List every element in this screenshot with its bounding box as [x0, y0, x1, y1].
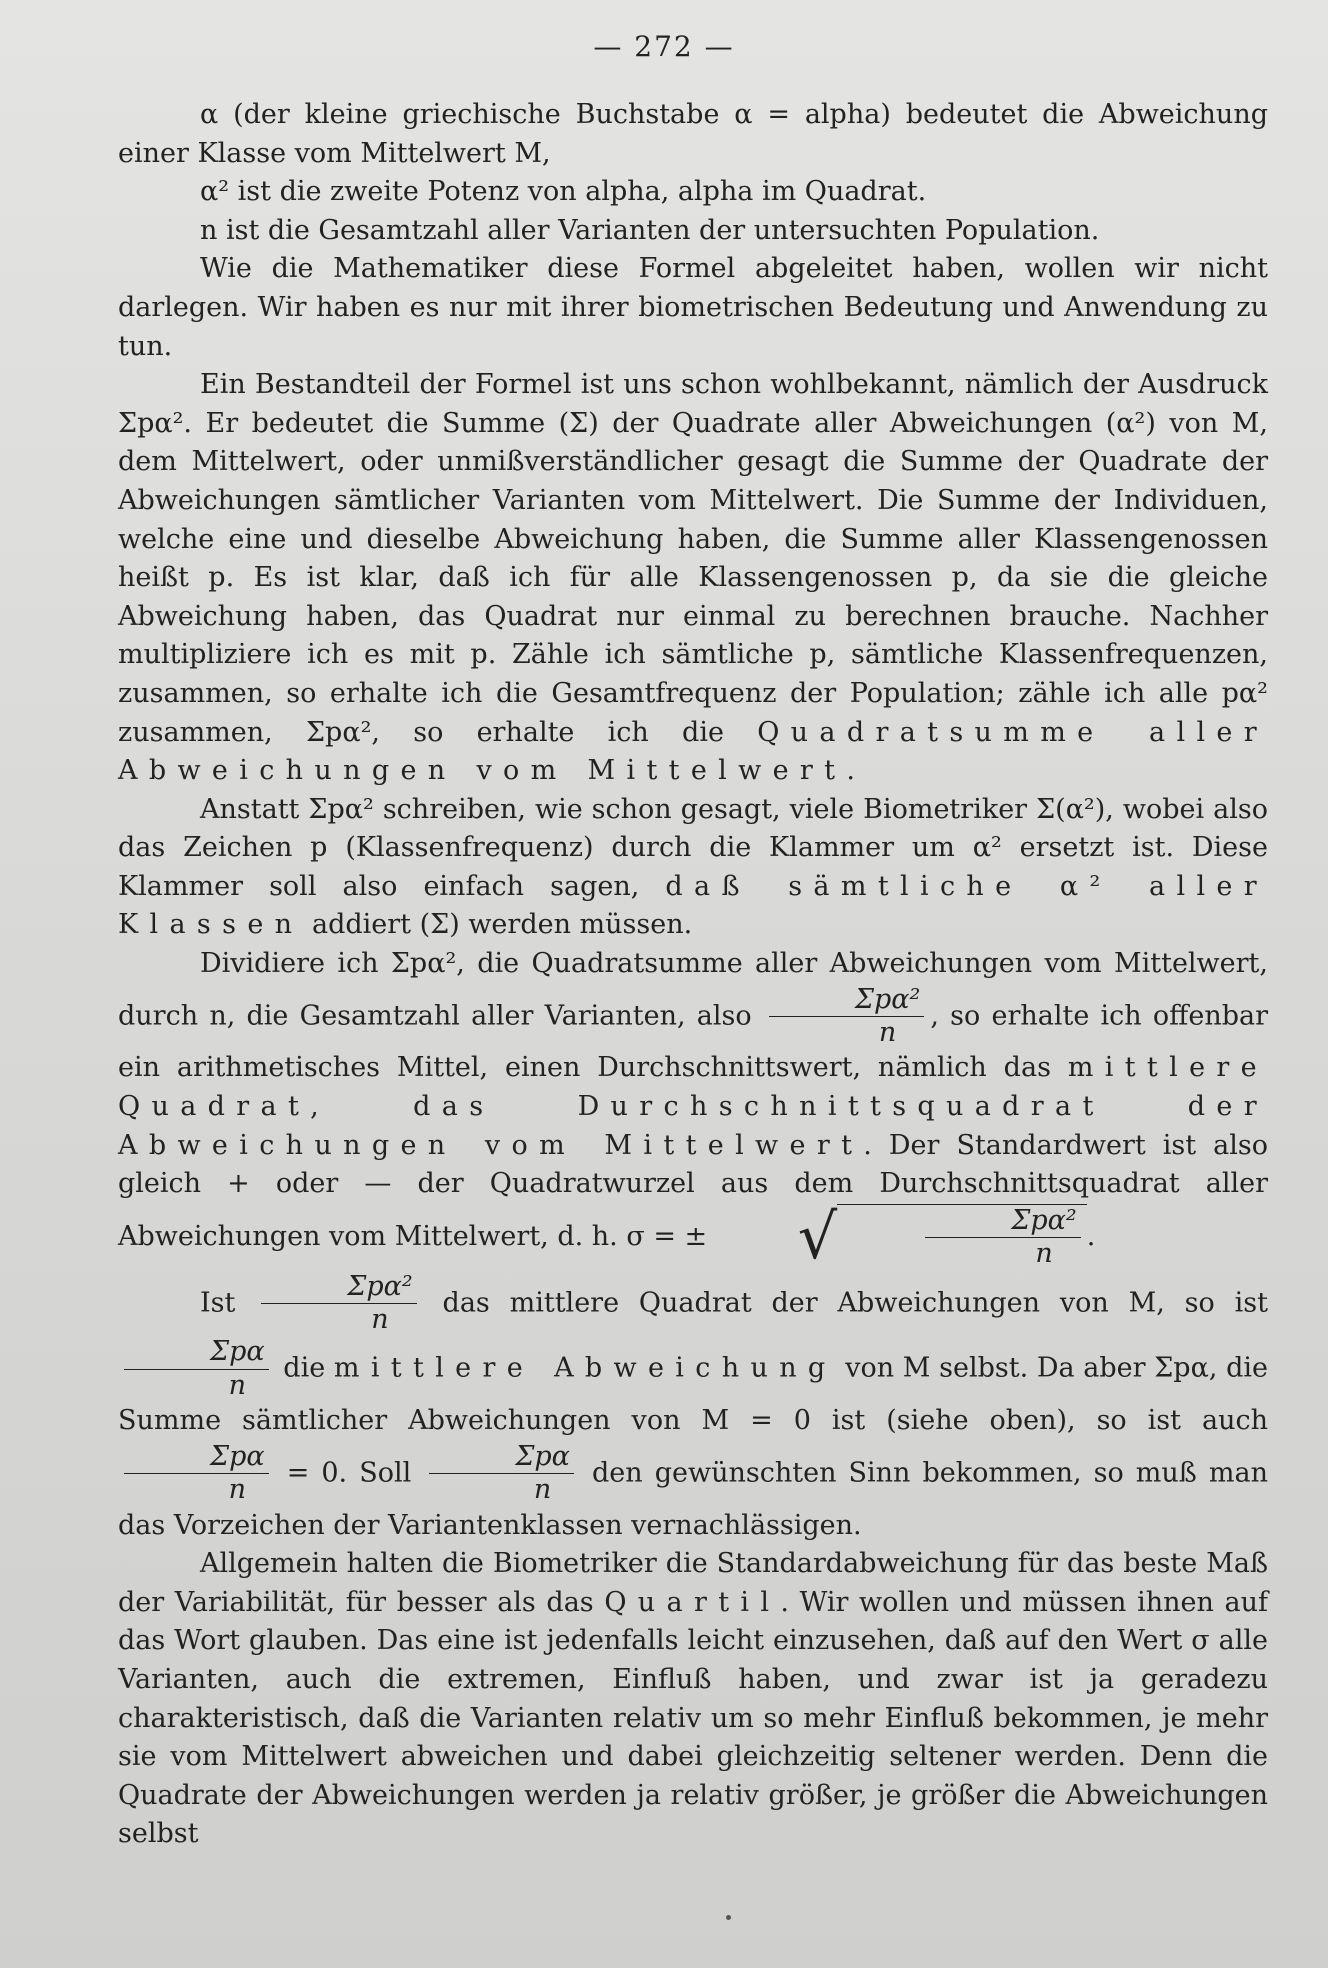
- fraction-sum-pa-2: $\frac{\text{Σpα}}{n}$: [124, 1441, 269, 1507]
- spaced-mittlere-quadrat: mittlere Quadrat, das Durchschnittsquadrat der Abweichungen vom Mittelwert: [118, 1052, 1268, 1161]
- addiert-text: addiert (Σ) werden müssen.: [311, 909, 693, 941]
- mittlere-quadrat-text: das mittlere Quadrat der Abweichungen von M, so ist: [442, 1286, 1268, 1318]
- erhalte-text: , so erhalte ich offenbar ein arithmetisches Mittel, einen Durchschnittswert, nämlich das: [118, 1000, 1268, 1084]
- paragraph-ist: Ist $\frac{\text{Σpα²}}{n}$ das mittlere Quadrat der Abweichungen von M, so ist $\frac{\text{Σpα}}{n}$ die mittlere Abweichung von M selbst. Da aber Σpα, die Summe sämtlicher Abweichungen von M = 0 ist (siehe oben), so ist auch $\frac{\text{Σpα}}{n}$ = 0. Soll $\frac{\text{Σpα}}{n}$ den gewünschten Sinn bekommen, so muß man das Vorzeichen der Variantenklassen vernachlässigen.: [118, 1270, 1268, 1541]
- ist-text: Ist: [200, 1286, 236, 1318]
- spaced-mittlere-abweichung: mittlere Abweichung: [333, 1352, 837, 1384]
- fraction-denominator: n: [878, 1017, 897, 1049]
- fraction-sum-pa2-over-n: [769, 984, 924, 1050]
- fraction-sum-pa-3: $\frac{\text{Σpα}}{n}$: [429, 1441, 574, 1507]
- paragraph-alpha-definition: α (der kleine griechische Buchstabe α = alpha) bedeutet die Abweichung einer Klasse vom Mittelwert M,: [118, 99, 1268, 169]
- body-text: [118, 96, 1268, 1854]
- paragraph-sum-of-squares: Ein Bestandteil der Formel ist uns schon wohlbekannt, nämlich der Ausdruck Σpα². Er bedeutet die Summe (Σ) der Quadrate aller Abweichungen (α²) von M, dem Mittelwert, oder unmißverständlicher gesagt die Summe der Quadrate der Abweichungen sämtlicher Varianten vom Mittelwert. Die Summe der Individuen, welche eine und dieselbe Abweichung haben, die Summe aller Klassengenossen heißt p. Es ist klar, daß ich für alle Klassengenossen p, da sie die gleiche Abweichung haben, das Quadrat nur einmal zu berechnen brauche. Nachher multipliziere ich es mit p. Zähle ich sämtliche p, sämtliche Klassenfrequenzen, zusammen, so erhalte ich die Gesamtfrequenz der Population; zähle ich alle pα² zusammen, Σpα², so erhalte ich die Quadratsumme aller Abweichungen vom Mittelwert.: [118, 369, 1268, 787]
- sqrt-formula: [716, 1199, 1087, 1273]
- spaced-daß-sämtliche: daß sämtliche α² aller Klassen: [118, 870, 1268, 941]
- paragraph-derivation: Wie die Mathematiker diese Formel abgeleitet haben, wollen wir nicht darlegen. Wir haben es nur mit ihrer biometrischen Bedeutung und Anwendung zu tun.: [118, 253, 1268, 362]
- fraction-numerator: Σpα²: [769, 984, 924, 1017]
- fraction-sum-pa-1: $\frac{\text{Σpα}}{n}$: [124, 1336, 269, 1402]
- sum-of-squares-text: Ein Bestandteil der Formel ist uns schon wohlbekannt, nämlich der Ausdruck Σpα². Er bedeutet die Summe (Σ) der Quadrate aller Abweichungen (α²) von M, dem Mittelwert, oder unmißverständlicher gesagt die Summe der Quadrate der Abweichungen sämtlicher Varianten vom Mittelwert. Die Summe der Individuen, welche eine und dieselbe Abweichung haben, die Summe aller Klassengenossen heißt p. Es ist klar, daß ich für alle Klassengenossen p, da sie die gleiche Abweichung haben, das Quadrat nur einmal zu berechnen brauche. Nachher multipliziere ich es mit p. Zähle ich sämtliche p, sämtliche Klassenfrequenzen, zusammen, so erhalte ich die Gesamtfrequenz der Population; zähle ich alle pα² zusammen, Σpα², so erhalte ich die: [118, 369, 1268, 748]
- paragraph-dividiere: Dividiere ich Σpα², die Quadratsumme aller Abweichungen vom Mittelwert, durch n, die Gesamtzahl aller Varianten, also $\frac{\text{Σpα²}}{n}$ , so erhalte ich offenbar ein arithmetisches Mittel, einen Durchschnittswert, nämlich das mittlere Quadrat, das Durchschnittsquadrat der Abweichungen vom Mittelwert. Der Standardwert ist also gleich + oder — der Quadratwurzel aus dem Durchschnittsquadrat aller Abweichungen vom Mittelwert, d. h. σ = ± √ $\frac{\text{Σpα²}}{n}$ .: [118, 948, 1268, 1273]
- spaced-quartil: Quartil: [604, 1586, 781, 1618]
- paragraph-n-definition: n ist die Gesamtzahl aller Varianten der untersuchten Population.: [200, 214, 1100, 246]
- dividiere-text: Dividiere ich Σpα², die Quadratsumme aller Abweichungen vom Mittelwert, durch n, die Gesamtzahl aller Varianten, also: [118, 948, 1268, 1032]
- ink-speck: [726, 1915, 731, 1920]
- paragraph-alpha-squared: α² ist die zweite Potenz von alpha, alpha im Quadrat.: [200, 176, 927, 208]
- spaced-quadratsumme: Quadratsumme aller Abweichungen vom Mittelwert: [118, 716, 1268, 787]
- sqrt-sign: √: [797, 1199, 838, 1273]
- standardwert-text: . Der Standardwert ist also gleich + oder — der Quadratwurzel aus dem Durchschnittsquadrat aller Abweichungen vom Mittelwert, d. h. σ = ±: [118, 1129, 1268, 1252]
- paragraph-allgemein: Allgemein halten die Biometriker die Standardabweichung für das beste Maß der Variabilität, für besser als das Quartil. Wir wollen und müssen ihnen auf das Wort glauben. Das eine ist jedenfalls leicht einzusehen, daß auf den Wert σ alle Varianten, auch die extremen, Einfluß haben, und zwar ist ja geradezu charakteristisch, daß die Varianten relativ um so mehr Einfluß bekommen, je mehr sie vom Mittelwert abweichen und dabei gleichzeitig seltener werden. Denn die Quadrate der Abweichungen werden ja relativ größer, je größer die Abweichungen selbst: [118, 1548, 1268, 1850]
- vorzeichen-text: den gewünschten Sinn bekommen, so muß man das Vorzeichen der Variantenklassen vernachlässigen.: [118, 1457, 1268, 1541]
- anstatt-text: Anstatt Σpα² schreiben, wie schon gesagt, viele Biometriker Σ(α²), wobei also das Zeichen p (Klassenfrequenz) durch die Klammer um α² ersetzt ist. Diese Klammer soll also einfach sagen,: [118, 793, 1268, 902]
- paragraph-anstatt: [118, 791, 1268, 945]
- fraction-under-sqrt: $\frac{\text{Σpα²}}{n}$: [925, 1205, 1080, 1271]
- page-number: — 272 —: [593, 30, 735, 63]
- fraction-ist-sum-pa2: $\frac{\text{Σpα²}}{n}$: [261, 1271, 416, 1337]
- selbst-text: von M selbst. Da aber Σpα, die Summe sämtlicher Abweichungen von M = 0 ist (siehe oben), so ist auch: [118, 1352, 1268, 1437]
